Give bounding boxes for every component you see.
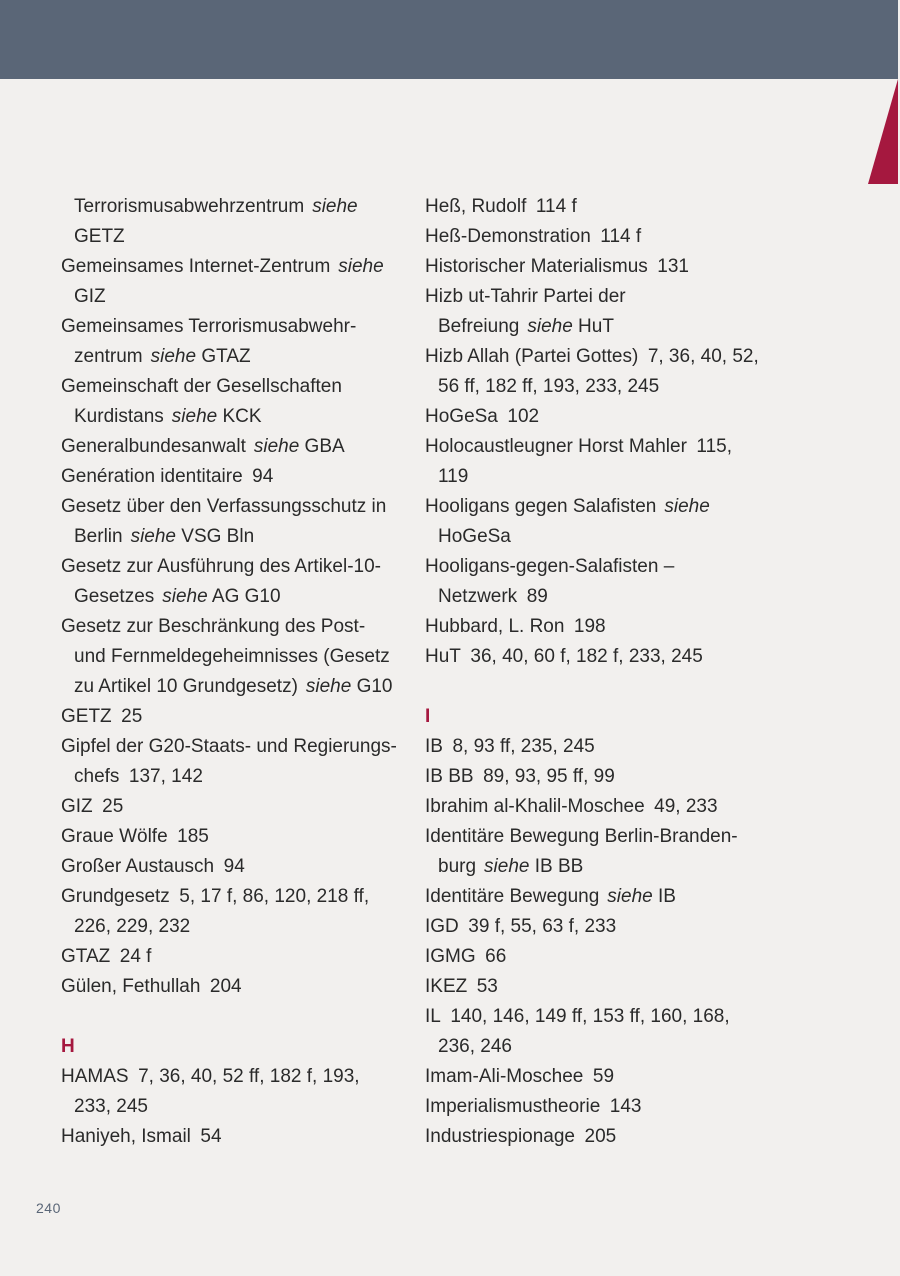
see-reference-target: AG G10 — [207, 586, 281, 607]
see-reference-target: GBA — [299, 436, 345, 457]
page-references: 102 — [497, 406, 540, 427]
see-reference-label: siehe — [484, 856, 530, 877]
index-entry — [425, 552, 765, 612]
page-references: 198 — [564, 616, 606, 637]
index-term: Hooligans-gegen-Salafisten – Netzwerk — [425, 556, 675, 607]
see-reference-label: siehe — [162, 586, 208, 607]
index-term: Hizb Allah (Partei Gottes) — [425, 346, 639, 367]
page-references: 8, 93 ff, 235, 245 — [442, 736, 595, 757]
index-entry — [425, 822, 765, 882]
index-entry — [61, 552, 401, 612]
see-reference-label: siehe — [607, 886, 653, 907]
index-group-h-continued — [425, 192, 765, 672]
page-references: 143 — [600, 1096, 642, 1117]
see-reference-target: GIZ — [74, 286, 106, 307]
index-entry — [425, 432, 765, 492]
see-reference-target: HuT — [572, 316, 614, 337]
index-entry — [61, 432, 401, 462]
index-entry — [425, 732, 765, 762]
see-reference-label: siehe — [338, 256, 384, 277]
index-term: Grundgesetz — [61, 886, 170, 907]
index-column-right — [425, 192, 765, 1152]
index-group-h — [61, 1062, 401, 1152]
index-entry — [425, 192, 765, 222]
index-entry — [425, 402, 765, 432]
index-entry — [425, 252, 765, 282]
see-reference-target: G10 — [351, 676, 393, 697]
see-reference-target: HoGeSa — [438, 526, 511, 547]
index-group-i — [425, 732, 765, 1152]
index-term: Hooligans gegen Salafisten — [425, 496, 657, 517]
see-reference-label: siehe — [305, 676, 352, 697]
index-entry — [425, 792, 765, 822]
index-term: GETZ — [61, 706, 112, 727]
page-references: 66 — [475, 946, 507, 967]
see-reference-label: siehe — [130, 526, 176, 547]
page-references: 114 f — [526, 196, 577, 217]
index-term: HoGeSa — [425, 406, 498, 427]
index-term: Heß, Rudolf — [425, 196, 527, 217]
page-references: 25 — [92, 796, 124, 817]
index-term: Generalbundesanwalt — [61, 436, 246, 457]
see-reference-label: siehe — [664, 496, 710, 517]
page-references: 94 — [242, 466, 274, 487]
index-term: Terrorismusabwehrzentrum — [74, 196, 305, 217]
index-entry — [61, 972, 401, 1002]
page-references: 36, 40, 60 f, 182 f, 233, 245 — [460, 646, 703, 667]
index-entry — [425, 342, 765, 402]
page-references: 114 f — [590, 226, 642, 247]
index-term: Gesetz über den Verfassungsschutz in Berlin — [61, 496, 387, 547]
index-term: Gesetz zur Ausführung des Artikel-10-Gesetzes — [61, 556, 381, 607]
index-entry — [61, 192, 401, 252]
index-entry — [425, 222, 765, 252]
header-bar — [0, 0, 898, 79]
index-entry — [61, 852, 401, 882]
page-references: 137, 142 — [119, 766, 203, 787]
index-term: Graue Wölfe — [61, 826, 168, 847]
index-term: IB BB — [425, 766, 474, 787]
index-entry — [61, 372, 401, 432]
chapter-tab-marker — [868, 79, 898, 184]
page-references: 39 f, 55, 63 f, 233 — [458, 916, 617, 937]
index-entry — [425, 1092, 765, 1122]
index-entry — [61, 942, 401, 972]
see-reference-label: siehe — [253, 436, 300, 457]
page-references: 54 — [190, 1126, 222, 1147]
index-term: Historischer Materialismus — [425, 256, 648, 277]
index-entry — [425, 972, 765, 1002]
page-references: 53 — [467, 976, 498, 997]
see-reference-target: IB BB — [529, 856, 584, 877]
index-entry — [61, 462, 401, 492]
index-entry — [61, 1122, 401, 1152]
index-term: Hizb ut-Tahrir Partei der Befreiung — [425, 286, 626, 337]
page-references: 25 — [111, 706, 143, 727]
index-entry — [425, 912, 765, 942]
index-term: Identitäre Bewegung Berlin-Branden-burg — [425, 826, 738, 877]
index-entry — [61, 732, 401, 792]
index-entry — [425, 492, 765, 552]
index-letter-i: I — [425, 706, 431, 727]
see-reference-label: siehe — [527, 316, 573, 337]
index-term: Imperialismustheorie — [425, 1096, 601, 1117]
index-term: HAMAS — [61, 1066, 129, 1087]
see-reference-label: siehe — [312, 196, 358, 217]
index-term: Holocaustleugner Horst Mahler — [425, 436, 687, 457]
index-term: IGD — [425, 916, 459, 937]
index-term: Gemeinsames Terrorismusabwehr-zentrum — [61, 316, 357, 367]
index-term: Hubbard, L. Ron — [425, 616, 565, 637]
page-references: 7, 36, 40, 52 ff, 182 f, 193, 233, 245 — [74, 1066, 360, 1117]
page-references: 115, 119 — [438, 436, 732, 487]
index-letter-h: H — [61, 1036, 75, 1057]
index-term: Gipfel der G20-Staats- und Regierungs-chefs — [61, 736, 397, 787]
index-entry — [61, 702, 401, 732]
page-references: 24 f — [110, 946, 152, 967]
index-entry — [61, 792, 401, 822]
index-entry — [425, 882, 765, 912]
index-term: Heß-Demonstration — [425, 226, 591, 247]
index-term: IGMG — [425, 946, 476, 967]
page-number: 240 — [36, 1200, 61, 1216]
index-term: Haniyeh, Ismail — [61, 1126, 191, 1147]
see-reference-target: GTAZ — [196, 346, 251, 367]
see-reference-target: VSG Bln — [176, 526, 255, 547]
page-references: 89, 93, 95 ff, 99 — [473, 766, 615, 787]
index-entry — [425, 1122, 765, 1152]
index-term: GTAZ — [61, 946, 111, 967]
index-term: Industriespionage — [425, 1126, 575, 1147]
index-entry — [425, 612, 765, 642]
index-entry — [425, 282, 765, 342]
index-term: Imam-Ali-Moschee — [425, 1066, 584, 1087]
index-term: Identitäre Bewegung — [425, 886, 600, 907]
index-entry — [425, 1002, 765, 1062]
index-term: IL — [425, 1006, 441, 1027]
page-references: 131 — [647, 256, 689, 277]
index-entry — [425, 762, 765, 792]
index-column-left — [61, 192, 401, 1152]
index-term: Gülen, Fethullah — [61, 976, 201, 997]
index-entry — [61, 1062, 401, 1122]
index-entry — [61, 252, 401, 312]
index-entry — [61, 312, 401, 372]
index-entry — [61, 492, 401, 552]
index-term: Genération identitaire — [61, 466, 243, 487]
index-entry — [61, 822, 401, 852]
page-references: 204 — [200, 976, 242, 997]
page-references: 49, 233 — [644, 796, 718, 817]
page-references: 5, 17 f, 86, 120, 218 ff, 226, 229, 232 — [74, 886, 370, 937]
index-entry — [425, 942, 765, 972]
index-entry — [425, 1062, 765, 1092]
see-reference-target: GETZ — [74, 226, 125, 247]
page-references: 59 — [583, 1066, 615, 1087]
see-reference-label: siehe — [150, 346, 197, 367]
index-term: Ibrahim al-Khalil-Moschee — [425, 796, 645, 817]
index-entry — [61, 612, 401, 702]
page-references: 140, 146, 149 ff, 153 ff, 160, 168, 236, 246 — [438, 1006, 730, 1057]
index-entry — [61, 882, 401, 942]
page-references: 205 — [575, 1126, 617, 1147]
index-term: GIZ — [61, 796, 93, 817]
see-reference-label: siehe — [171, 406, 218, 427]
index-term: Gesetz zur Beschränkung des Post- und Fernmeldegeheimnisses (Gesetz zu Artikel 10 Grundgesetz) — [61, 616, 390, 697]
index-term: IB — [425, 736, 443, 757]
index-group-g — [61, 192, 401, 1002]
page-references: 7, 36, 40, 52, 56 ff, 182 ff, 193, 233, 245 — [438, 346, 759, 397]
page-references: 89 — [517, 586, 548, 607]
index-term: Gemeinschaft der Gesellschaften Kurdistans — [61, 376, 342, 427]
index-term: Großer Austausch — [61, 856, 215, 877]
page-references: 94 — [214, 856, 245, 877]
see-reference-target: IB — [652, 886, 676, 907]
index-term: Gemeinsames Internet-Zentrum — [61, 256, 331, 277]
index-entry — [425, 642, 765, 672]
page-references: 185 — [167, 826, 209, 847]
index-term: HuT — [425, 646, 461, 667]
index-term: IKEZ — [425, 976, 468, 997]
see-reference-target: KCK — [217, 406, 262, 427]
